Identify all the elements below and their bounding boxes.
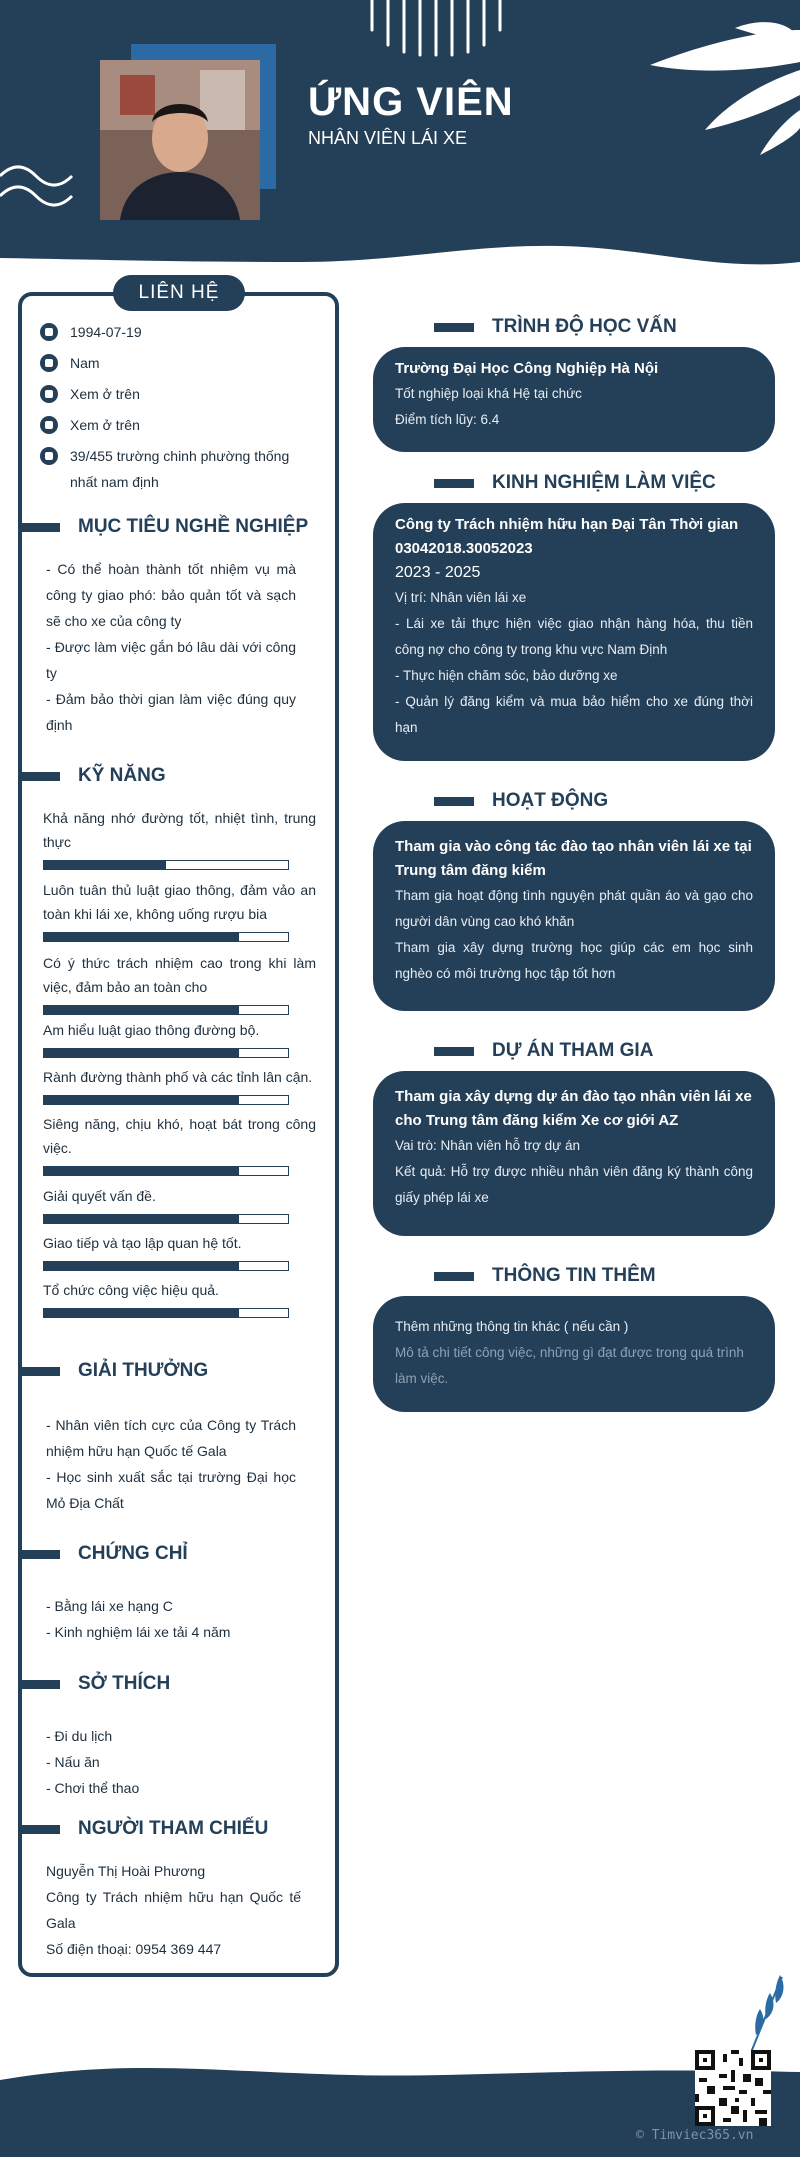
phone-icon (40, 385, 58, 403)
awards-heading (20, 1360, 208, 1382)
award-line: - Nhân viên tích cực của Công ty Trách nhiệm hữu hạn Quốc tế Gala (46, 1417, 296, 1459)
contact-gender-text: Nam (70, 355, 100, 371)
contact-email-text: Xem ở trên (70, 417, 140, 433)
experience-heading (434, 472, 716, 494)
skill-level-bar (43, 1095, 289, 1105)
skill-label: Am hiểu luật giao thông đường bộ. (43, 1022, 260, 1038)
skill-level-fill (44, 861, 166, 869)
projects-heading-text: Tham gia xây dựng dự án đào tạo nhân viên lái xe cho Trung tâm đăng kiểm Xe cơ giới AZ (395, 1088, 752, 1129)
skill-label: Giao tiếp và tạo lập quan hệ tốt. (43, 1235, 242, 1251)
experience-card (373, 503, 775, 761)
references-heading (20, 1818, 268, 1840)
gender-icon (40, 354, 58, 372)
objective-line: - Đảm bảo thời gian làm việc đúng quy định (46, 691, 296, 733)
skill-level-bar (43, 1308, 289, 1318)
skill-level-fill (44, 1006, 239, 1014)
email-icon (40, 416, 58, 434)
extra-card (373, 1296, 775, 1412)
skill-label: Khả năng nhớ đường tốt, nhiệt tình, trung thực (43, 810, 316, 850)
project-line: Kết quả: Hỗ trợ được nhiều nhân viên đăng ký thành công giấy phép lái xe (395, 1164, 753, 1205)
award-line: - Học sinh xuất sắc tại trường Đại học Mỏ Địa Chất (46, 1469, 296, 1511)
avatar (100, 60, 260, 220)
contact-birthday-text: 1994-07-19 (70, 324, 142, 340)
heading-bar (20, 1367, 60, 1376)
contact-email (40, 412, 140, 438)
skill-level-fill (44, 1049, 239, 1057)
contact-gender (40, 350, 100, 376)
candidate-name: ỨNG VIÊN (308, 80, 514, 124)
skill-level-fill (44, 1167, 239, 1175)
heading-bar (20, 1680, 60, 1689)
education-school: Trường Đại Học Công Nghiệp Hà Nội (395, 360, 659, 377)
certificates-heading (20, 1543, 188, 1565)
objective-line: - Được làm việc gắn bó lâu dài với công ty (46, 639, 296, 681)
contact-title: LIÊN HỆ (113, 275, 245, 311)
skill-label: Luôn tuân thủ luật giao thông, đảm vảo an toàn khi lái xe, không uống rượu bia (43, 882, 316, 922)
objective-heading (20, 516, 308, 538)
leaf-decoration-icon (740, 1975, 790, 2055)
location-icon (40, 447, 58, 465)
skill-level-fill (44, 933, 239, 941)
heading-bar (20, 772, 60, 781)
hobby-line: - Nấu ăn (46, 1754, 100, 1770)
skill-level-bar (43, 1005, 289, 1015)
hobbies-heading (20, 1673, 170, 1695)
skill-level-bar (43, 860, 289, 870)
activities-title: HOẠT ĐỘNG (492, 790, 609, 811)
hobby-line: - Chơi thể thao (46, 1780, 140, 1796)
skill-level-bar (43, 1166, 289, 1176)
contact-phone (40, 381, 140, 407)
contact-phone-text: Xem ở trên (70, 386, 140, 402)
certificates-title: CHỨNG CHỈ (78, 1543, 188, 1564)
reference-line: Nguyễn Thị Hoài Phương (46, 1863, 206, 1879)
experience-title: KINH NGHIỆM LÀM VIỆC (492, 472, 716, 493)
heading-bar (434, 1272, 474, 1281)
skill-level-fill (44, 1215, 239, 1223)
objective-text (46, 556, 296, 738)
activities-heading-text: Tham gia vào công tác đào tạo nhân viên lái xe tại Trung tâm đăng kiểm (395, 838, 752, 879)
skill-label: Giải quyết vấn đề. (43, 1188, 156, 1204)
heading-bar (20, 523, 60, 532)
certificate-line: - Kinh nghiệm lái xe tải 4 năm (46, 1624, 231, 1640)
contact-address (40, 443, 300, 495)
experience-line: - Quản lý đăng kiểm và mua bảo hiểm cho xe đúng thời hạn (395, 694, 753, 735)
activities-card (373, 821, 775, 1011)
skill-level-fill (44, 1309, 239, 1317)
skill-label: Có ý thức trách nhiệm cao trong khi làm việc, đảm bảo an toàn cho (43, 955, 316, 995)
hobby-line: - Đi du lịch (46, 1728, 113, 1744)
heading-bar (434, 797, 474, 806)
education-heading (434, 316, 677, 338)
reference-line: Công ty Trách nhiệm hữu hạn Quốc tế Gala (46, 1889, 301, 1931)
references-title: NGƯỜI THAM CHIẾU (78, 1818, 269, 1839)
activities-heading (434, 790, 608, 812)
calendar-icon (40, 323, 58, 341)
experience-line: Vị trí: Nhân viên lái xe (395, 590, 527, 605)
project-line: Vai trò: Nhân viên hỗ trợ dự án (395, 1138, 580, 1153)
skill-level-fill (44, 1096, 239, 1104)
extra-hint: Mô tả chi tiết công việc, những gì đạt được trong quá trình làm việc. (395, 1345, 744, 1386)
activity-line: Tham gia hoạt động tình nguyện phát quần áo và gạo cho người dân vùng cao khó khăn (395, 888, 753, 929)
skill-label: Siêng năng, chịu khó, hoạt bát trong công việc. (43, 1116, 316, 1156)
skill-level-bar (43, 1261, 289, 1271)
education-title: TRÌNH ĐỘ HỌC VẤN (492, 316, 677, 337)
extra-title: THÔNG TIN THÊM (492, 1265, 656, 1286)
activity-line: Tham gia xây dựng trường học giúp các em học sinh nghèo có môi trường học tập tốt hơn (395, 940, 753, 981)
skill-level-bar (43, 1048, 289, 1058)
extra-line: Thêm những thông tin khác ( nếu cần ) (395, 1319, 629, 1334)
awards-text (46, 1412, 296, 1516)
extra-heading (434, 1265, 656, 1287)
heading-bar (20, 1550, 60, 1559)
references-text (46, 1858, 301, 1962)
skill-level-fill (44, 1262, 239, 1270)
education-line: Điểm tích lũy: 6.4 (395, 412, 500, 427)
hobbies-text (46, 1723, 296, 1801)
skill-label: Rành đường thành phố và các tỉnh lân cận. (43, 1069, 313, 1085)
certificate-line: - Bằng lái xe hạng C (46, 1598, 173, 1614)
experience-line: - Thực hiện chăm sóc, bảo dưỡng xe (395, 668, 618, 683)
experience-line: - Lái xe tải thực hiện việc giao nhận hàng hóa, thu tiền công nợ cho công ty trong khu vực Nam Định (395, 616, 753, 657)
skill-level-bar (43, 932, 289, 942)
header-banner (0, 0, 800, 270)
heading-bar (434, 479, 474, 488)
projects-card (373, 1071, 775, 1236)
contact-birthday (40, 319, 142, 345)
skills-heading (20, 765, 166, 787)
contact-address-text: 39/455 trường chinh phường thống nhất nam định (70, 448, 290, 490)
skills-title: KỸ NĂNG (78, 765, 166, 786)
projects-heading (434, 1040, 653, 1062)
projects-title: DỰ ÁN THAM GIA (492, 1040, 654, 1061)
education-line: Tốt nghiệp loại khá Hệ tại chức (395, 386, 582, 401)
experience-company: Công ty Trách nhiệm hữu hạn Đại Tân Thời gian 03042018.30052023 (395, 516, 739, 557)
watermark: © Timviec365.vn (636, 2128, 754, 2143)
hobbies-title: SỞ THÍCH (78, 1673, 171, 1694)
awards-title: GIẢI THƯỞNG (78, 1360, 209, 1381)
qr-code (695, 2050, 771, 2126)
reference-line: Số điện thoại: 0954 369 447 (46, 1941, 222, 1957)
experience-period: 2023 - 2025 (395, 564, 481, 581)
heading-bar (20, 1825, 60, 1834)
skill-label: Tổ chức công việc hiệu quả. (43, 1282, 219, 1298)
objective-title: MỤC TIÊU NGHỀ NGHIỆP (78, 516, 309, 537)
education-card (373, 347, 775, 452)
skill-level-bar (43, 1214, 289, 1224)
objective-line: - Có thể hoàn thành tốt nhiệm vụ mà công ty giao phó: bảo quản tốt và sạch sẽ cho xe của công ty (46, 561, 296, 629)
heading-bar (434, 323, 474, 332)
job-title: NHÂN VIÊN LÁI XE (308, 128, 468, 148)
certificates-text (46, 1593, 296, 1645)
heading-bar (434, 1047, 474, 1056)
